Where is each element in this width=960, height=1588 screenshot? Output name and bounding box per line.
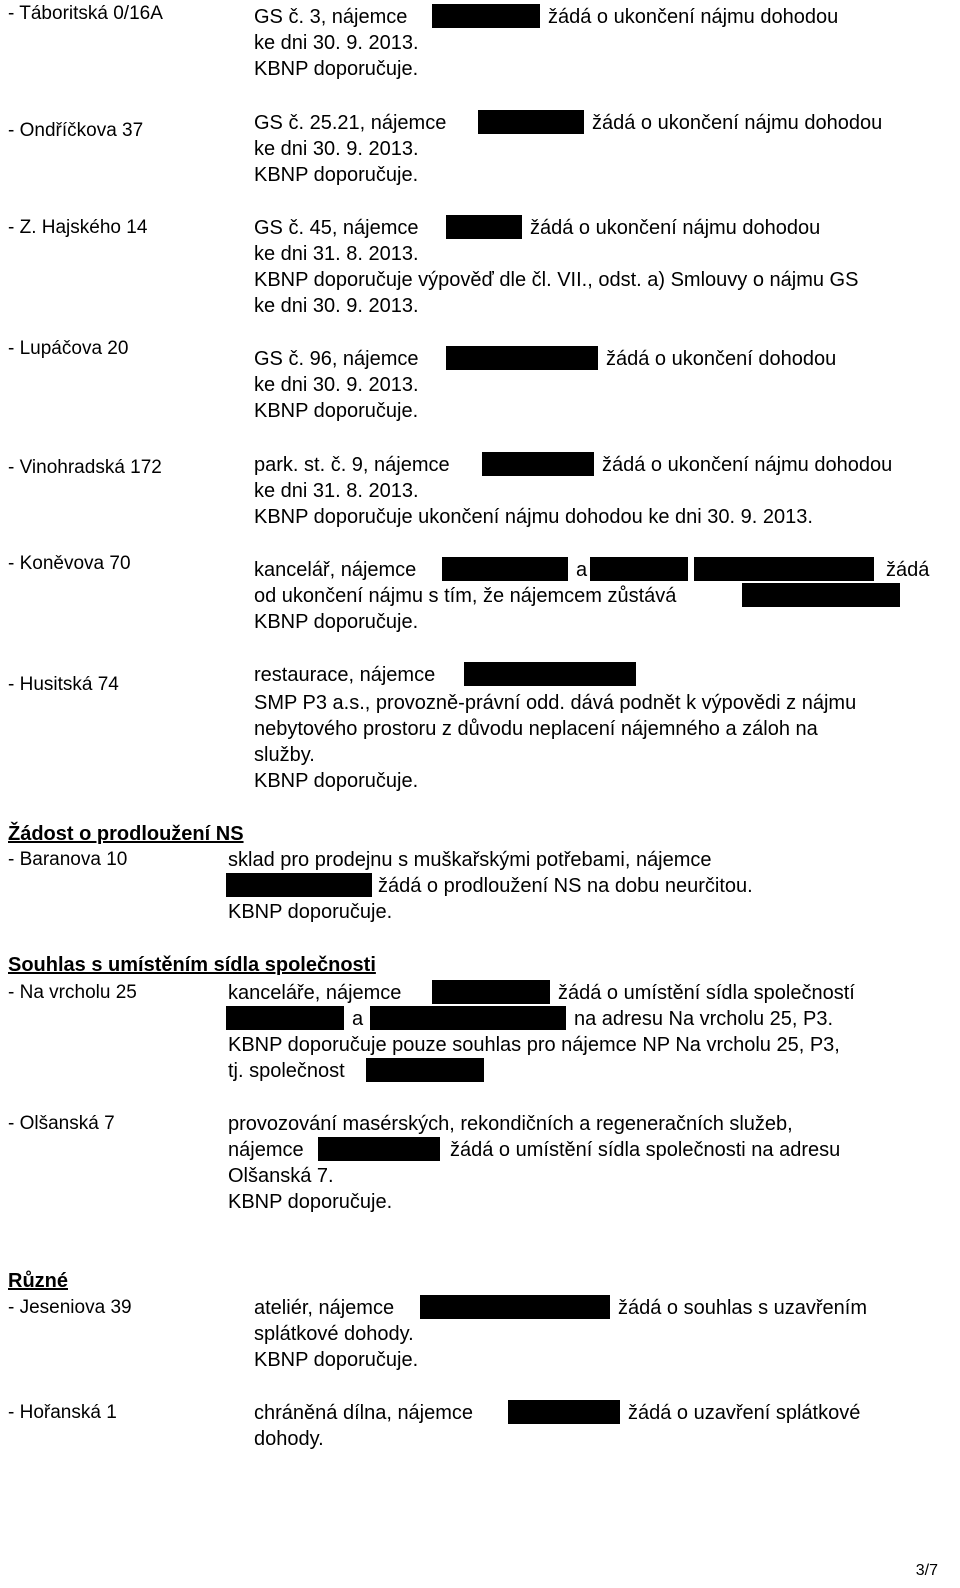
redaction-block — [442, 557, 568, 581]
item-line: SMP P3 a.s., provozně-právní odd. dává podnět k výpovědi z nájmu — [254, 692, 857, 714]
redaction-block — [478, 110, 584, 134]
item-line: na adresu Na vrcholu 25, P3. — [574, 1008, 834, 1030]
item-address: - Vinohradská 172 — [8, 457, 162, 478]
redaction-block — [482, 452, 594, 476]
item-line: žádá o prodloužení NS na dobu neurčitou. — [378, 875, 753, 897]
item-line: GS č. 45, nájemce — [254, 217, 419, 239]
item-line: ke dni 30. 9. 2013. — [254, 32, 419, 54]
item-line: tj. společnost — [228, 1060, 345, 1082]
item-line: KBNP doporučuje. — [254, 611, 419, 633]
redaction-block — [432, 980, 550, 1004]
redaction-block — [446, 346, 598, 370]
item-line: Olšanská 7. — [228, 1165, 334, 1187]
item-line: žádá o souhlas s uzavřením — [618, 1297, 868, 1319]
item-line: GS č. 25.21, nájemce — [254, 112, 447, 134]
item-line: splátkové dohody. — [254, 1323, 414, 1345]
redaction-block — [432, 4, 540, 28]
redaction-block — [370, 1006, 566, 1030]
redaction-block — [464, 662, 636, 686]
item-line: od ukončení nájmu s tím, že nájemcem zůstává — [254, 585, 677, 607]
item-address: - Jeseniova 39 — [8, 1297, 132, 1318]
item-address: - Olšanská 7 — [8, 1113, 115, 1134]
item-address: - Koněvova 70 — [8, 553, 131, 574]
item-line: kancelář, nájemce — [254, 559, 417, 581]
item-line: KBNP doporučuje. — [254, 400, 419, 422]
item-line: GS č. 3, nájemce — [254, 6, 408, 28]
redaction-block — [590, 557, 688, 581]
item-address: - Ondříčkova 37 — [8, 120, 144, 141]
item-line: restaurace, nájemce — [254, 664, 436, 686]
item-address: - Lupáčova 20 — [8, 338, 129, 359]
item-address: - Baranova 10 — [8, 849, 128, 870]
item-line: žádá o umístění sídla společnosti na adresu — [450, 1139, 841, 1161]
item-line: ke dni 31. 8. 2013. — [254, 480, 419, 502]
item-line: ateliér, nájemce — [254, 1297, 395, 1319]
item-line: KBNP doporučuje. — [254, 770, 419, 792]
item-address: - Táboritská 0/16A — [8, 3, 163, 24]
item-line: nájemce — [228, 1139, 304, 1161]
redaction-block — [694, 557, 874, 581]
redaction-block — [742, 583, 900, 607]
item-line: KBNP doporučuje. — [254, 1349, 419, 1371]
item-line: a — [576, 559, 588, 581]
item-line: dohody. — [254, 1428, 324, 1450]
page-number: 3/7 — [915, 1562, 938, 1579]
item-line: a — [352, 1008, 364, 1030]
item-line: žádá — [886, 559, 930, 581]
item-line: park. st. č. 9, nájemce — [254, 454, 450, 476]
item-line: služby. — [254, 744, 315, 766]
item-line: GS č. 96, nájemce — [254, 348, 419, 370]
section-heading: Žádost o prodloužení NS — [8, 823, 244, 845]
item-address: - Z. Hajského 14 — [8, 217, 148, 238]
item-line: chráněná dílna, nájemce — [254, 1402, 474, 1424]
item-line: KBNP doporučuje. — [228, 1191, 393, 1213]
item-line: KBNP doporučuje. — [254, 58, 419, 80]
item-line: žádá o ukončení nájmu dohodou — [592, 112, 883, 134]
item-line: žádá o ukončení nájmu dohodou — [548, 6, 839, 28]
item-line: KBNP doporučuje. — [228, 901, 393, 923]
item-line: ke dni 31. 8. 2013. — [254, 243, 419, 265]
item-address: - Na vrcholu 25 — [8, 982, 137, 1003]
item-line: ke dni 30. 9. 2013. — [254, 138, 419, 160]
item-line: žádá o ukončení nájmu dohodou — [602, 454, 893, 476]
item-line: provozování masérských, rekondičních a regeneračních služeb, — [228, 1113, 793, 1135]
item-line: KBNP doporučuje výpověď dle čl. VII., odst. a) Smlouvy o nájmu GS — [254, 269, 859, 291]
item-line: žádá o umístění sídla společností — [558, 982, 855, 1004]
item-line: KBNP doporučuje pouze souhlas pro nájemce NP Na vrcholu 25, P3, — [228, 1034, 840, 1056]
item-line: nebytového prostoru z důvodu neplacení nájemného a záloh na — [254, 718, 818, 740]
section-heading: Souhlas s umístěním sídla společnosti — [8, 954, 376, 976]
item-line: kanceláře, nájemce — [228, 982, 402, 1004]
item-line: sklad pro prodejnu s muškařskými potřebami, nájemce — [228, 849, 712, 871]
item-address: - Husitská 74 — [8, 674, 119, 695]
section-heading: Různé — [8, 1270, 68, 1292]
item-line: žádá o uzavření splátkové — [628, 1402, 861, 1424]
redaction-block — [226, 873, 372, 897]
redaction-block — [420, 1295, 610, 1319]
redaction-block — [366, 1058, 484, 1082]
redaction-block — [318, 1137, 440, 1161]
item-line: KBNP doporučuje ukončení nájmu dohodou ke dni 30. 9. 2013. — [254, 506, 813, 528]
item-line: žádá o ukončení dohodou — [606, 348, 837, 370]
item-line: žádá o ukončení nájmu dohodou — [530, 217, 821, 239]
redaction-block — [508, 1400, 620, 1424]
item-line: KBNP doporučuje. — [254, 164, 419, 186]
redaction-block — [226, 1006, 344, 1030]
item-address: - Hořanská 1 — [8, 1402, 117, 1423]
redaction-block — [446, 215, 522, 239]
item-line: ke dni 30. 9. 2013. — [254, 295, 419, 317]
item-line: ke dni 30. 9. 2013. — [254, 374, 419, 396]
